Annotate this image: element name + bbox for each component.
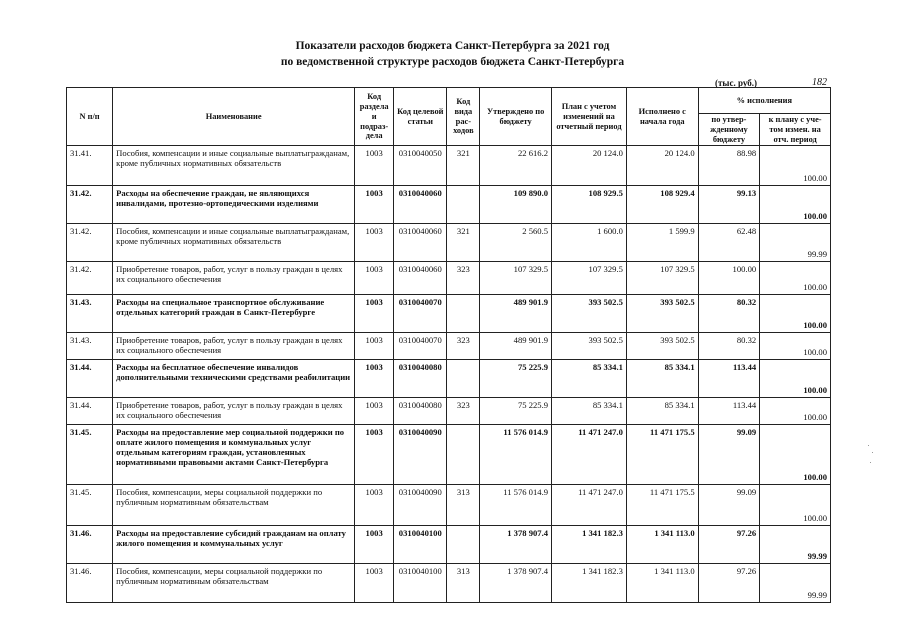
row-pct-approved: 97.26: [698, 526, 760, 564]
row-section-code: 1003: [355, 146, 394, 186]
row-pct-approved: 62.48: [698, 224, 760, 262]
row-section-code: 1003: [355, 398, 394, 425]
col-pct-approved-header: по утвер-жденному бюджету: [698, 114, 760, 146]
row-number: 31.43.: [67, 333, 113, 360]
row-pct-plan: 100.00: [760, 186, 831, 224]
row-name: Расходы на предоставление субсидий гражданам на оплату жилого помещения и коммунальных услуг: [113, 526, 355, 564]
col-name-header: Наименование: [113, 88, 355, 146]
row-expense-type: [447, 526, 480, 564]
row-approved: 109 890.0: [480, 186, 552, 224]
row-approved: 1 378 907.4: [480, 564, 552, 603]
table-row: [67, 333, 831, 360]
page-number: 182: [812, 77, 827, 88]
row-executed: 393 502.5: [626, 333, 698, 360]
table-row: [67, 224, 831, 262]
row-number: 31.42.: [67, 224, 113, 262]
row-number: 31.44.: [67, 360, 113, 398]
row-name: Расходы на специальное транспортное обслуживание отдельных категорий граждан в Санкт-Петербурге: [113, 295, 355, 333]
row-pct-plan: 99.99: [760, 526, 831, 564]
table-row: [67, 295, 831, 333]
row-pct-approved: 80.32: [698, 333, 760, 360]
row-name: Приобретение товаров, работ, услуг в пользу граждан в целях их социального обеспечения: [113, 333, 355, 360]
table-row: [67, 425, 831, 485]
row-number: 31.42.: [67, 186, 113, 224]
row-pct-approved: 113.44: [698, 398, 760, 425]
row-target-code: 0310040090: [394, 425, 447, 485]
row-number: 31.45.: [67, 485, 113, 526]
col-type-header: Код вида рас-ходов: [447, 88, 480, 146]
row-section-code: 1003: [355, 564, 394, 603]
col-executed-header: Исполнено с начала года: [626, 88, 698, 146]
row-pct-approved: 80.32: [698, 295, 760, 333]
row-name: Пособия, компенсации и иные социальные выплатыгражданам, кроме публичных нормативных обязательств: [113, 146, 355, 186]
row-executed: 107 329.5: [626, 262, 698, 295]
col-section-header: Код раздела и подраз-дела: [355, 88, 394, 146]
table-row: [67, 146, 831, 186]
col-percent-group-header: % исполнения: [698, 88, 830, 114]
row-number: 31.46.: [67, 564, 113, 603]
row-pct-plan: 100.00: [760, 425, 831, 485]
row-approved: 489 901.9: [480, 333, 552, 360]
row-section-code: 1003: [355, 485, 394, 526]
row-name: Пособия, компенсации, меры социальной поддержки по публичным нормативным обязательствам: [113, 564, 355, 603]
row-expense-type: 321: [447, 224, 480, 262]
row-approved: 1 378 907.4: [480, 526, 552, 564]
table-body: [67, 146, 831, 603]
row-target-code: 0310040060: [394, 224, 447, 262]
scan-speck: [870, 462, 871, 463]
row-number: 31.41.: [67, 146, 113, 186]
row-executed: 85 334.1: [626, 398, 698, 425]
table-row: [67, 360, 831, 398]
col-target-header: Код целевой статьи: [394, 88, 447, 146]
row-pct-plan: 100.00: [760, 262, 831, 295]
row-plan: 11 471 247.0: [552, 485, 627, 526]
scan-speck: [868, 445, 869, 446]
row-name: Пособия, компенсации, меры социальной поддержки по публичным нормативным обязательствам: [113, 485, 355, 526]
row-executed: 1 341 113.0: [626, 526, 698, 564]
row-approved: 2 560.5: [480, 224, 552, 262]
row-number: 31.42.: [67, 262, 113, 295]
row-expense-type: 323: [447, 262, 480, 295]
row-section-code: 1003: [355, 262, 394, 295]
row-pct-approved: 97.26: [698, 564, 760, 603]
row-plan: 107 329.5: [552, 262, 627, 295]
table-row: [67, 186, 831, 224]
row-pct-approved: 99.13: [698, 186, 760, 224]
col-plan-header: План с учетом изменений на отчетный период: [552, 88, 627, 146]
row-pct-approved: 88.98: [698, 146, 760, 186]
row-target-code: 0310040060: [394, 186, 447, 224]
row-name: Расходы на бесплатное обеспечение инвалидов дополнительными техническими средствами реабилитации: [113, 360, 355, 398]
row-pct-plan: 99.99: [760, 564, 831, 603]
row-executed: 11 471 175.5: [626, 425, 698, 485]
title-line-1: Показатели расходов бюджета Санкт-Петербурга за 2021 год: [295, 40, 610, 52]
row-pct-plan: 100.00: [760, 295, 831, 333]
document-title: [0, 38, 905, 70]
row-pct-approved: 99.09: [698, 425, 760, 485]
row-section-code: 1003: [355, 186, 394, 224]
row-expense-type: 313: [447, 485, 480, 526]
title-line-2: по ведомственной структуре расходов бюджета Санкт-Петербурга: [280, 56, 625, 68]
row-approved: 11 576 014.9: [480, 485, 552, 526]
row-plan: 393 502.5: [552, 295, 627, 333]
row-section-code: 1003: [355, 295, 394, 333]
row-pct-plan: 99.99: [760, 224, 831, 262]
table-row: [67, 398, 831, 425]
row-target-code: 0310040090: [394, 485, 447, 526]
row-pct-approved: 113.44: [698, 360, 760, 398]
row-name: Пособия, компенсации и иные социальные выплатыгражданам, кроме публичных нормативных обязательств: [113, 224, 355, 262]
row-expense-type: [447, 295, 480, 333]
row-name: Расходы на обеспечение граждан, не являющихся инвалидами, протезно-ортопедическими изделиями: [113, 186, 355, 224]
row-plan: 85 334.1: [552, 360, 627, 398]
col-approved-header: Утверждено по бюджету: [480, 88, 552, 146]
row-plan: 1 341 182.3: [552, 526, 627, 564]
row-pct-plan: 100.00: [760, 333, 831, 360]
row-name: Приобретение товаров, работ, услуг в пользу граждан в целях их социального обеспечения: [113, 398, 355, 425]
row-target-code: 0310040100: [394, 526, 447, 564]
row-target-code: 0310040080: [394, 398, 447, 425]
header-row-1: [67, 88, 831, 114]
row-plan: 393 502.5: [552, 333, 627, 360]
row-number: 31.46.: [67, 526, 113, 564]
row-number: 31.44.: [67, 398, 113, 425]
row-approved: 75 225.9: [480, 398, 552, 425]
units-label: (тыс. руб.): [715, 78, 757, 88]
table-row: [67, 564, 831, 603]
row-target-code: 0310040060: [394, 262, 447, 295]
row-name: Приобретение товаров, работ, услуг в пользу граждан в целях их социального обеспечения: [113, 262, 355, 295]
row-approved: 22 616.2: [480, 146, 552, 186]
row-name: Расходы на предоставление мер социальной поддержки по оплате жилого помещения и коммунальных услуг отдельным категориям граждан, установленных нормативными правовыми актами Санкт-Петербурга: [113, 425, 355, 485]
row-plan: 20 124.0: [552, 146, 627, 186]
row-plan: 85 334.1: [552, 398, 627, 425]
row-expense-type: 321: [447, 146, 480, 186]
row-expense-type: [447, 425, 480, 485]
row-target-code: 0310040050: [394, 146, 447, 186]
expenditure-table: [66, 87, 831, 603]
row-plan: 1 600.0: [552, 224, 627, 262]
row-pct-approved: 99.09: [698, 485, 760, 526]
row-executed: 1 341 113.0: [626, 564, 698, 603]
row-executed: 393 502.5: [626, 295, 698, 333]
table-row: [67, 485, 831, 526]
col-num-header: N п/п: [67, 88, 113, 146]
row-target-code: 0310040070: [394, 295, 447, 333]
row-number: 31.45.: [67, 425, 113, 485]
row-expense-type: 323: [447, 333, 480, 360]
table-row: [67, 262, 831, 295]
row-executed: 108 929.4: [626, 186, 698, 224]
scan-speck: [872, 452, 873, 453]
row-approved: 75 225.9: [480, 360, 552, 398]
row-executed: 1 599.9: [626, 224, 698, 262]
row-plan: 1 341 182.3: [552, 564, 627, 603]
col-pct-plan-header: к плану с уче-том измен. на отч. период: [760, 114, 831, 146]
row-approved: 107 329.5: [480, 262, 552, 295]
row-expense-type: [447, 360, 480, 398]
row-expense-type: [447, 186, 480, 224]
row-pct-approved: 100.00: [698, 262, 760, 295]
row-pct-plan: 100.00: [760, 146, 831, 186]
row-section-code: 1003: [355, 333, 394, 360]
row-section-code: 1003: [355, 526, 394, 564]
row-section-code: 1003: [355, 425, 394, 485]
row-number: 31.43.: [67, 295, 113, 333]
row-target-code: 0310040080: [394, 360, 447, 398]
row-executed: 85 334.1: [626, 360, 698, 398]
row-pct-plan: 100.00: [760, 360, 831, 398]
row-executed: 11 471 175.5: [626, 485, 698, 526]
row-pct-plan: 100.00: [760, 485, 831, 526]
row-section-code: 1003: [355, 224, 394, 262]
row-section-code: 1003: [355, 360, 394, 398]
row-target-code: 0310040100: [394, 564, 447, 603]
row-expense-type: 323: [447, 398, 480, 425]
table-row: [67, 526, 831, 564]
row-pct-plan: 100.00: [760, 398, 831, 425]
row-target-code: 0310040070: [394, 333, 447, 360]
row-executed: 20 124.0: [626, 146, 698, 186]
row-plan: 108 929.5: [552, 186, 627, 224]
row-expense-type: 313: [447, 564, 480, 603]
row-approved: 489 901.9: [480, 295, 552, 333]
row-approved: 11 576 014.9: [480, 425, 552, 485]
row-plan: 11 471 247.0: [552, 425, 627, 485]
